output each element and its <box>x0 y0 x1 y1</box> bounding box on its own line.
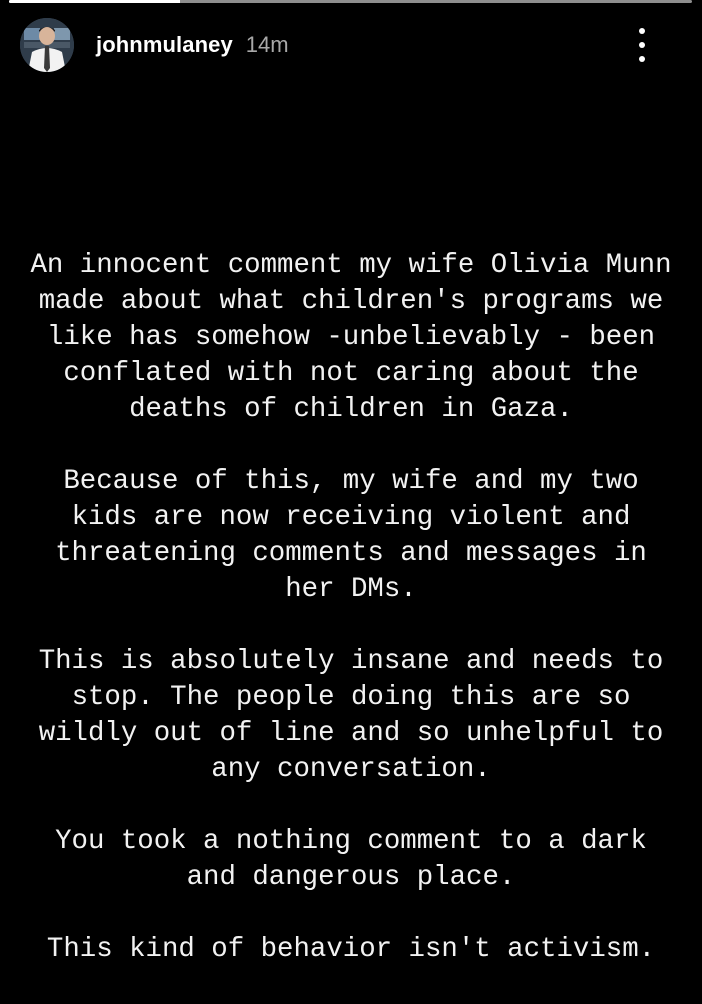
story-line: deaths of children in Gaza. <box>129 394 573 425</box>
story-line: her DMs. <box>285 574 417 605</box>
story-line: This kind of behavior isn't activism. <box>46 934 656 965</box>
kebab-menu-icon <box>639 42 645 48</box>
story-header <box>20 18 682 72</box>
story-line: made about what children's programs we <box>38 286 664 317</box>
story-line: This is absolutely insane and needs to <box>38 646 664 677</box>
story-line: Because of this, my wife and my two <box>63 466 639 497</box>
profile-photo-icon <box>20 18 74 72</box>
story-line: and dangerous place. <box>186 862 516 893</box>
story-line: like has somehow -unbelievably - been <box>46 322 656 353</box>
story-paragraph <box>0 824 702 896</box>
post-time: 14m <box>245 32 289 57</box>
more-options-button[interactable] <box>632 28 652 62</box>
story-line: conflated with not caring about the <box>63 358 639 389</box>
story-paragraph <box>0 464 702 608</box>
story-line: You took a nothing comment to a dark <box>55 826 647 857</box>
story-line: any conversation. <box>211 754 491 785</box>
story-line: stop. The people doing this are so <box>71 682 631 713</box>
avatar[interactable] <box>20 18 74 72</box>
kebab-menu-icon <box>639 28 645 34</box>
story-line: threatening comments and messages in <box>55 538 647 569</box>
kebab-menu-icon <box>639 56 645 62</box>
story-line: wildly out of line and so unhelpful to <box>38 718 664 749</box>
username[interactable]: johnmulaney <box>96 32 233 57</box>
story-line: An innocent comment my wife Olivia Munn <box>30 250 672 281</box>
story-paragraph <box>0 932 702 968</box>
story-line: kids are now receiving violent and <box>71 502 631 533</box>
story-progress-bar <box>9 0 692 3</box>
story-paragraph <box>0 644 702 788</box>
story-progress-fill <box>9 0 180 3</box>
story-text <box>0 248 702 1004</box>
story-paragraph <box>0 248 702 428</box>
